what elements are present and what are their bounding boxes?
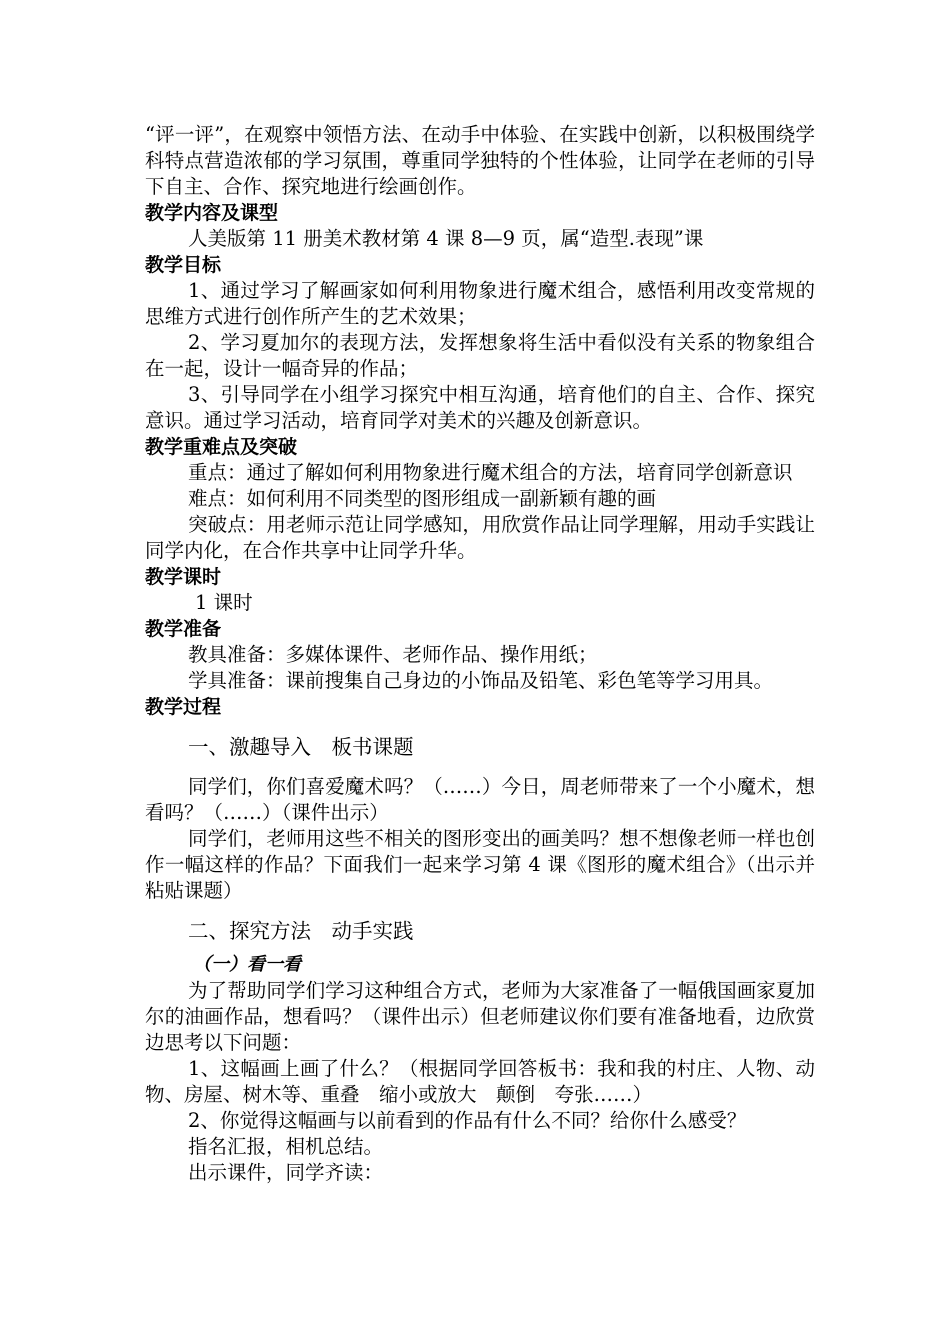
section2-subtitle: （一）看一看 (193, 954, 301, 975)
hours-text: 1 课时 (195, 591, 253, 614)
goal-item-1: 1、通过学习了解画家如何利用物象进行魔术组合，感悟利用改变常规的思维方式进行创作所产生的艺术效果； (145, 279, 815, 328)
section1-title: 一、激趣导入 板书课题 (188, 735, 414, 759)
process-heading: 教学过程 (145, 696, 222, 718)
hours-heading: 教学课时 (145, 566, 222, 588)
keypoint-difficulty: 难点：如何利用不同类型的图形组成一副新颖有趣的画 (188, 487, 657, 510)
intro-paragraph: “评一评”，在观察中领悟方法、在动手中体验、在实践中创新，以积极围绕学科特点营造浓郁的学习氛围，尊重同学独特的个性体验，让同学在老师的引导下自主、合作、探究地进行绘画创作。 (145, 123, 815, 198)
section2-para-2: 1、这幅画上画了什么？（根据同学回答板书：我和我的村庄、人物、动物、房屋、树木等、重叠 缩小或放大 颠倒 夸张……） (145, 1057, 815, 1106)
section2-para-1: 为了帮助同学们学习这种组合方式，老师为大家准备了一幅俄国画家夏加尔的油画作品，想看吗？（课件出示）但老师建议你们要有准备地看，边欣赏边思考以下问题： (145, 979, 815, 1054)
section2-para-5: 出示课件，同学齐读： (188, 1161, 384, 1184)
keypoint-breakthrough: 突破点：用老师示范让同学感知，用欣赏作品让同学理解，用动手实践让同学内化，在合作共享中让同学升华。 (145, 513, 815, 562)
prep-teacher: 教具准备：多媒体课件、老师作品、操作用纸； (188, 643, 598, 666)
goal-item-3: 3、引导同学在小组学习探究中相互沟通，培育他们的自主、合作、探究意识。通过学习活动，培育同学对美术的兴趣及创新意识。 (145, 383, 815, 432)
document-page (145, 122, 815, 1186)
section2-para-3: 2、你觉得这幅画与以前看到的作品有什么不同？给你什么感受？ (188, 1109, 747, 1132)
content-heading: 教学内容及课型 (145, 202, 279, 224)
section1-para-2: 同学们，老师用这些不相关的图形变出的画美吗？想不想像老师一样也创作一幅这样的作品？下面我们一起来学习第 4 课《图形的魔术组合》（出示并粘贴课题） (145, 827, 815, 902)
goal-item-2: 2、学习夏加尔的表现方法，发挥想象将生活中看似没有关系的物象组合在一起，设计一幅奇异的作品； (145, 331, 815, 380)
keypoint-focus: 重点：通过了解如何利用物象进行魔术组合的方法，培育同学创新意识 (188, 461, 793, 484)
prep-student: 学具准备：课前搜集自己身边的小饰品及铅笔、彩色笔等学习用具。 (188, 669, 774, 692)
prep-heading: 教学准备 (145, 618, 222, 640)
goals-heading: 教学目标 (145, 254, 222, 276)
section1-para-1: 同学们，你们喜爱魔术吗？（……）今日，周老师带来了一个小魔术，想看吗？（……）（课件出示） (145, 775, 815, 824)
section2-title: 二、探究方法 动手实践 (188, 919, 414, 943)
section2-para-4: 指名汇报，相机总结。 (188, 1135, 384, 1158)
content-text: 人美版第 11 册美术教材第 4 课 8—9 页，属“造型.表现”课 (188, 227, 704, 250)
keypoints-heading: 教学重难点及突破 (145, 436, 298, 458)
